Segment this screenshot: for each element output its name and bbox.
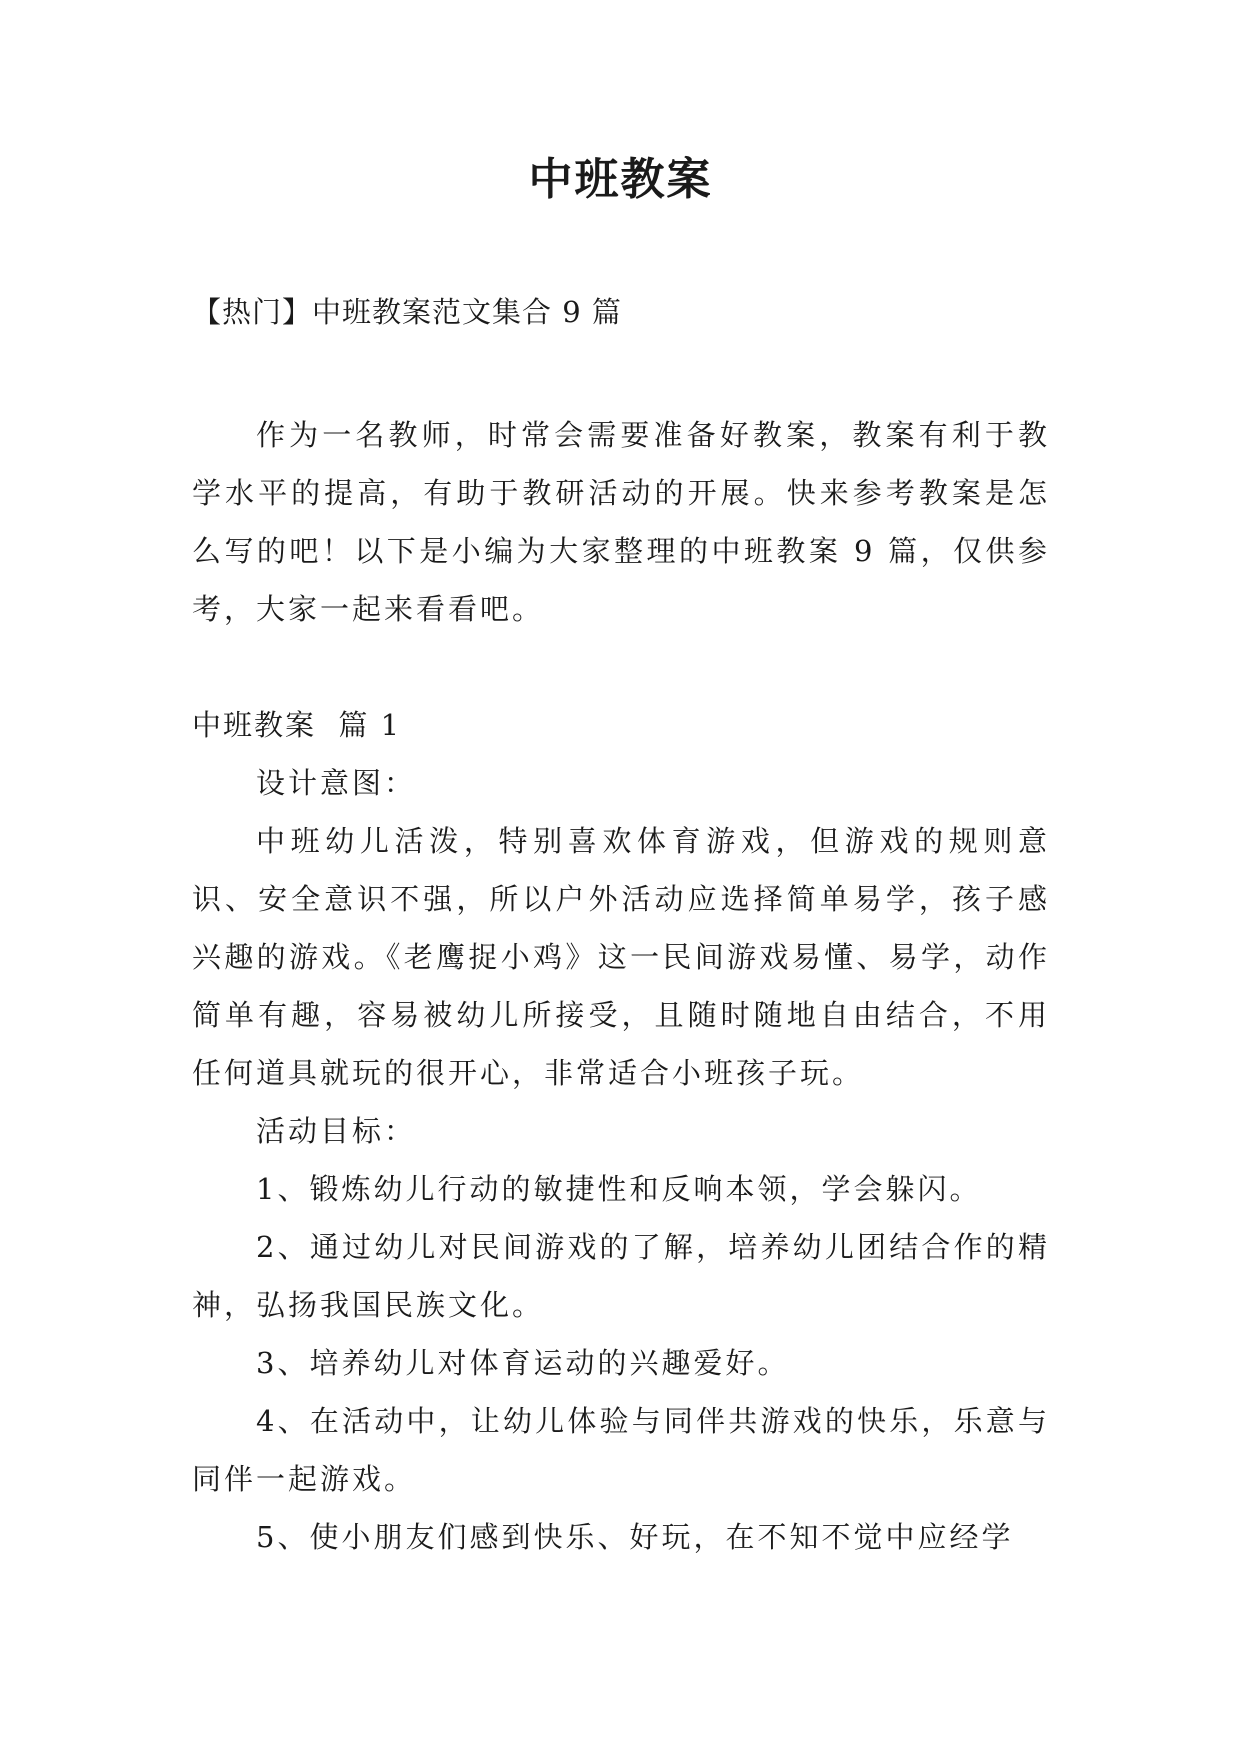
goal-item-5: 5、使小朋友们感到快乐、好玩，在不知不觉中应经学	[256, 1520, 1014, 1554]
goals-label: 活动目标：	[256, 1114, 417, 1148]
goal-item-4: 4、在活动中，让幼儿体验与同伴共游戏的快乐，乐意与同伴一起游戏。	[192, 1404, 1050, 1496]
goal-item-2: 2、通过幼儿对民间游戏的了解，培养幼儿团结合作的精神，弘扬我国民族文化。	[192, 1230, 1050, 1322]
design-intent-paragraph: 中班幼儿活泼，特别喜欢体育游戏，但游戏的规则意识、安全意识不强，所以户外活动应选择简单易学，孩子感兴趣的游戏。《老鹰捉小鸡》这一民间游戏易懂、易学，动作简单有趣，容易被幼儿所接受，且随时随地自由结合，不用任何道具就玩的很开心，非常适合小班孩子玩。	[192, 824, 1050, 1090]
section-heading: 中班教案 篇 1	[192, 708, 402, 742]
document-subtitle: 【热门】中班教案范文集合 9 篇	[192, 295, 622, 329]
design-intent-label: 设计意图：	[256, 766, 417, 800]
goal-item-3: 3、培养幼儿对体育运动的兴趣爱好。	[256, 1346, 790, 1380]
intro-paragraph: 作为一名教师，时常会需要准备好教案，教案有利于教学水平的提高，有助于教研活动的开展。快来参考教案是怎么写的吧！以下是小编为大家整理的中班教案 9 篇，仅供参考，大家一起来看看吧。	[192, 418, 1050, 626]
goal-item-1: 1、锻炼幼儿行动的敏捷性和反响本领，学会躲闪。	[256, 1172, 982, 1206]
section-block	[192, 696, 1050, 1566]
page-title: 中班教案	[528, 154, 713, 205]
intro-block	[192, 406, 1050, 638]
